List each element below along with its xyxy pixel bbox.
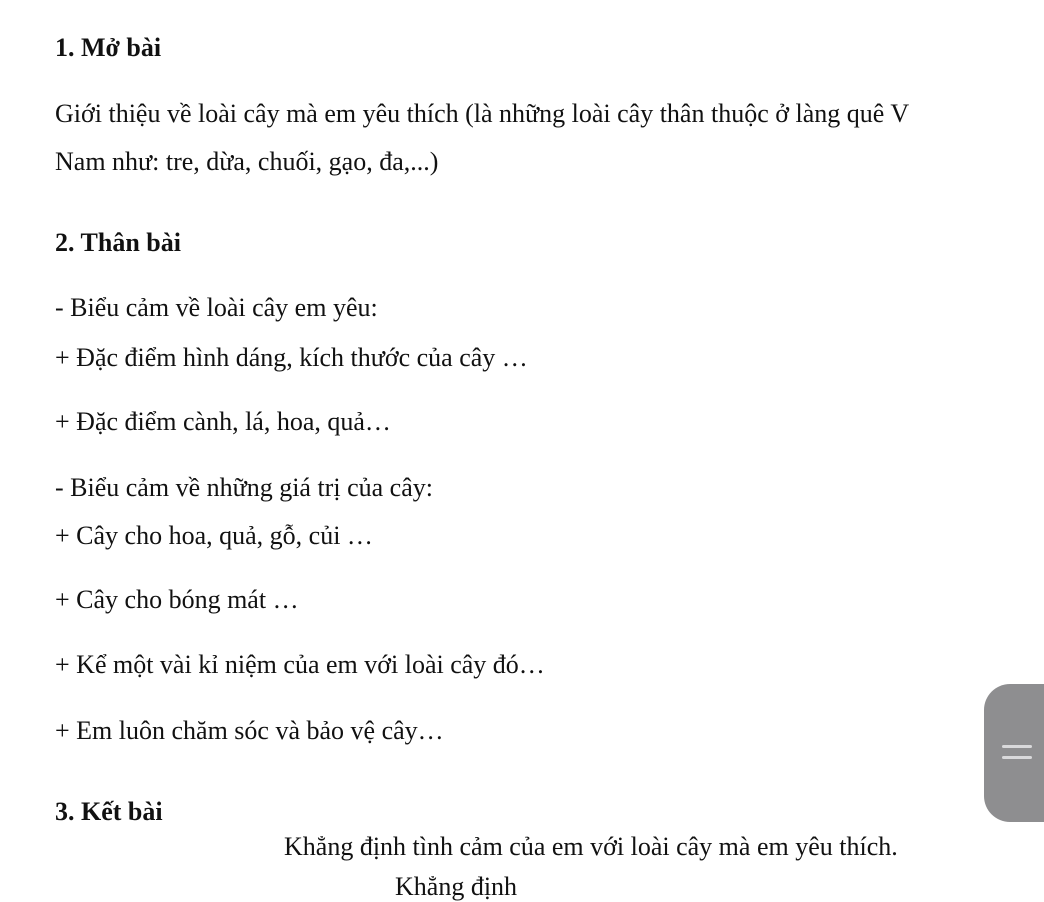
body-line-3: + Đặc điểm cành, lá, hoa, quả… xyxy=(55,407,391,436)
body-line-7: + Kể một vài kỉ niệm của em với loài cây đó… xyxy=(55,650,545,679)
section-heading-conclusion: 3. Kết bài xyxy=(55,797,163,826)
body-line-6: + Cây cho bóng mát … xyxy=(55,585,299,614)
body-line-2: + Đặc điểm hình dáng, kích thước của cây … xyxy=(55,343,528,372)
section-heading-intro: 1. Mở bài xyxy=(55,33,162,62)
conclusion-paragraph-line-1: Khẳng định tình cảm của em với loài cây mà em yêu thích. xyxy=(284,832,898,861)
body-line-4: - Biểu cảm về những giá trị của cây: xyxy=(55,473,433,502)
intro-paragraph-line-1: Giới thiệu về loài cây mà em yêu thích (là những loài cây thân thuộc ở làng quê V xyxy=(55,99,910,128)
section-heading-body: 2. Thân bài xyxy=(55,228,181,257)
intro-paragraph-line-2: Nam như: tre, dừa, chuối, gạo, đa,...) xyxy=(55,147,439,176)
grip-line-icon xyxy=(1002,756,1032,759)
body-line-1: - Biểu cảm về loài cây em yêu: xyxy=(55,293,378,322)
grip-line-icon xyxy=(1002,745,1032,748)
body-line-5: + Cây cho hoa, quả, gỗ, củi … xyxy=(55,521,373,550)
scroll-handle[interactable] xyxy=(984,684,1044,822)
conclusion-paragraph-line-2: Khẳng định xyxy=(395,872,518,901)
body-line-8: + Em luôn chăm sóc và bảo vệ cây… xyxy=(55,716,444,745)
